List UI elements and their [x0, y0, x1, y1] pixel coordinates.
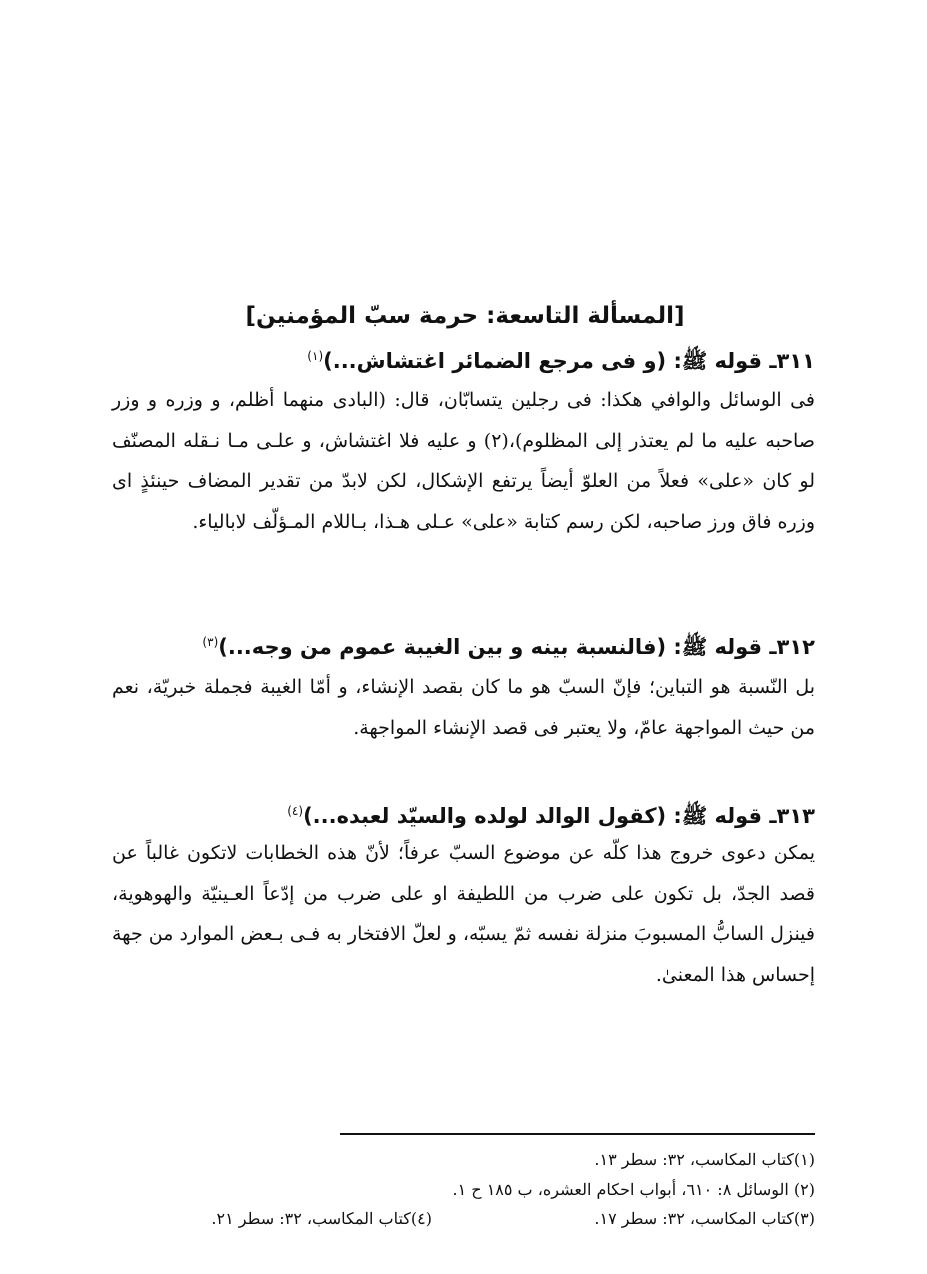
section-body-313: يمكن دعوى خروج هذا كلّه عن موضوع السبّ عرفاً؛ لأنّ هذه الخطابات لاتكون غالباً عن قصد الجدّ، بل تكون على ضرب من اللطيفة او على ضرب من إدّعاً العـينيّة والهوهوية، فينزل السابُّ المسبوبَ منزلة نفسه ثمّ يسبّه، و لعلّ الافتخار به فـى بـعض الموارد من جهة إحساس هذا المعنىٰ. — [112, 842, 815, 986]
footnote-3: (٣)كتاب المكاسب، ٣٢: سطر ١٧. — [594, 1209, 815, 1228]
section-body-312: بل النّسبة هو التباين؛ فإنّ السبّ هو ما كان بقصد الإنشاء، و أمّا الغيبة فجملة خبريّة، نعم من حيث المواجهة عامّ، ولا يعتبر فى قصد الإنشاء المواجهة. — [112, 676, 815, 739]
section-title-313 — [115, 795, 815, 832]
footnote-ref-1: (١) — [307, 349, 324, 363]
section-body-311: فى الوسائل والوافي هكذا: فى رجلين يتسابّان، قال: (البادى منهما أظلم، و وزره و وزر صاحبه عليه ما لم يعتذر إلى المظلوم)،(٢) و عليه فلا اغتشاش، و علـى مـا نـقله المصنّف لو كان «على» فعلاً من العلوّ أيضاً يرتفع الإشكال، لكن لابدّ من تقدير المضاف حينئذٍ اى وزره فاق ورز صاحبه، لكن رسم كتابة «على» عـلى هـذا، بـاللام المـؤلّف لابالياء. — [112, 389, 815, 533]
section-title-311 — [115, 340, 815, 377]
footnote-2: (٢) الوسائل ٨: ٦١٠، أبواب احكام العشره، ب ١٨٥ ح ١. — [452, 1180, 815, 1199]
footnote-1: (١)كتاب المكاسب، ٣٢: سطر ١٣. — [594, 1150, 815, 1169]
footnote-4: (٤)كتاب المكاسب، ٣٢: سطر ٢١. — [211, 1209, 432, 1228]
section-title-text: ٣١٢ـ قوله ﷺ: (فالنسبة بينه و بين الغيبة عموم من وجه...) — [218, 635, 815, 659]
footnote-ref-3: (٣) — [202, 635, 219, 649]
section-title-312 — [115, 626, 815, 663]
footnote-ref-4: (٤) — [287, 804, 304, 818]
chapter-heading: [المسألة التاسعة: حرمة سبّ المؤمنين] — [245, 303, 685, 329]
section-title-text: ٣١١ـ قوله ﷺ: (و فى مرجع الضمائر اغتشاش...) — [323, 349, 815, 373]
section-title-text: ٣١٣ـ قوله ﷺ: (كقول الوالد لولده والسيّد لعبده...) — [303, 804, 815, 828]
footnote-divider — [340, 1133, 815, 1135]
